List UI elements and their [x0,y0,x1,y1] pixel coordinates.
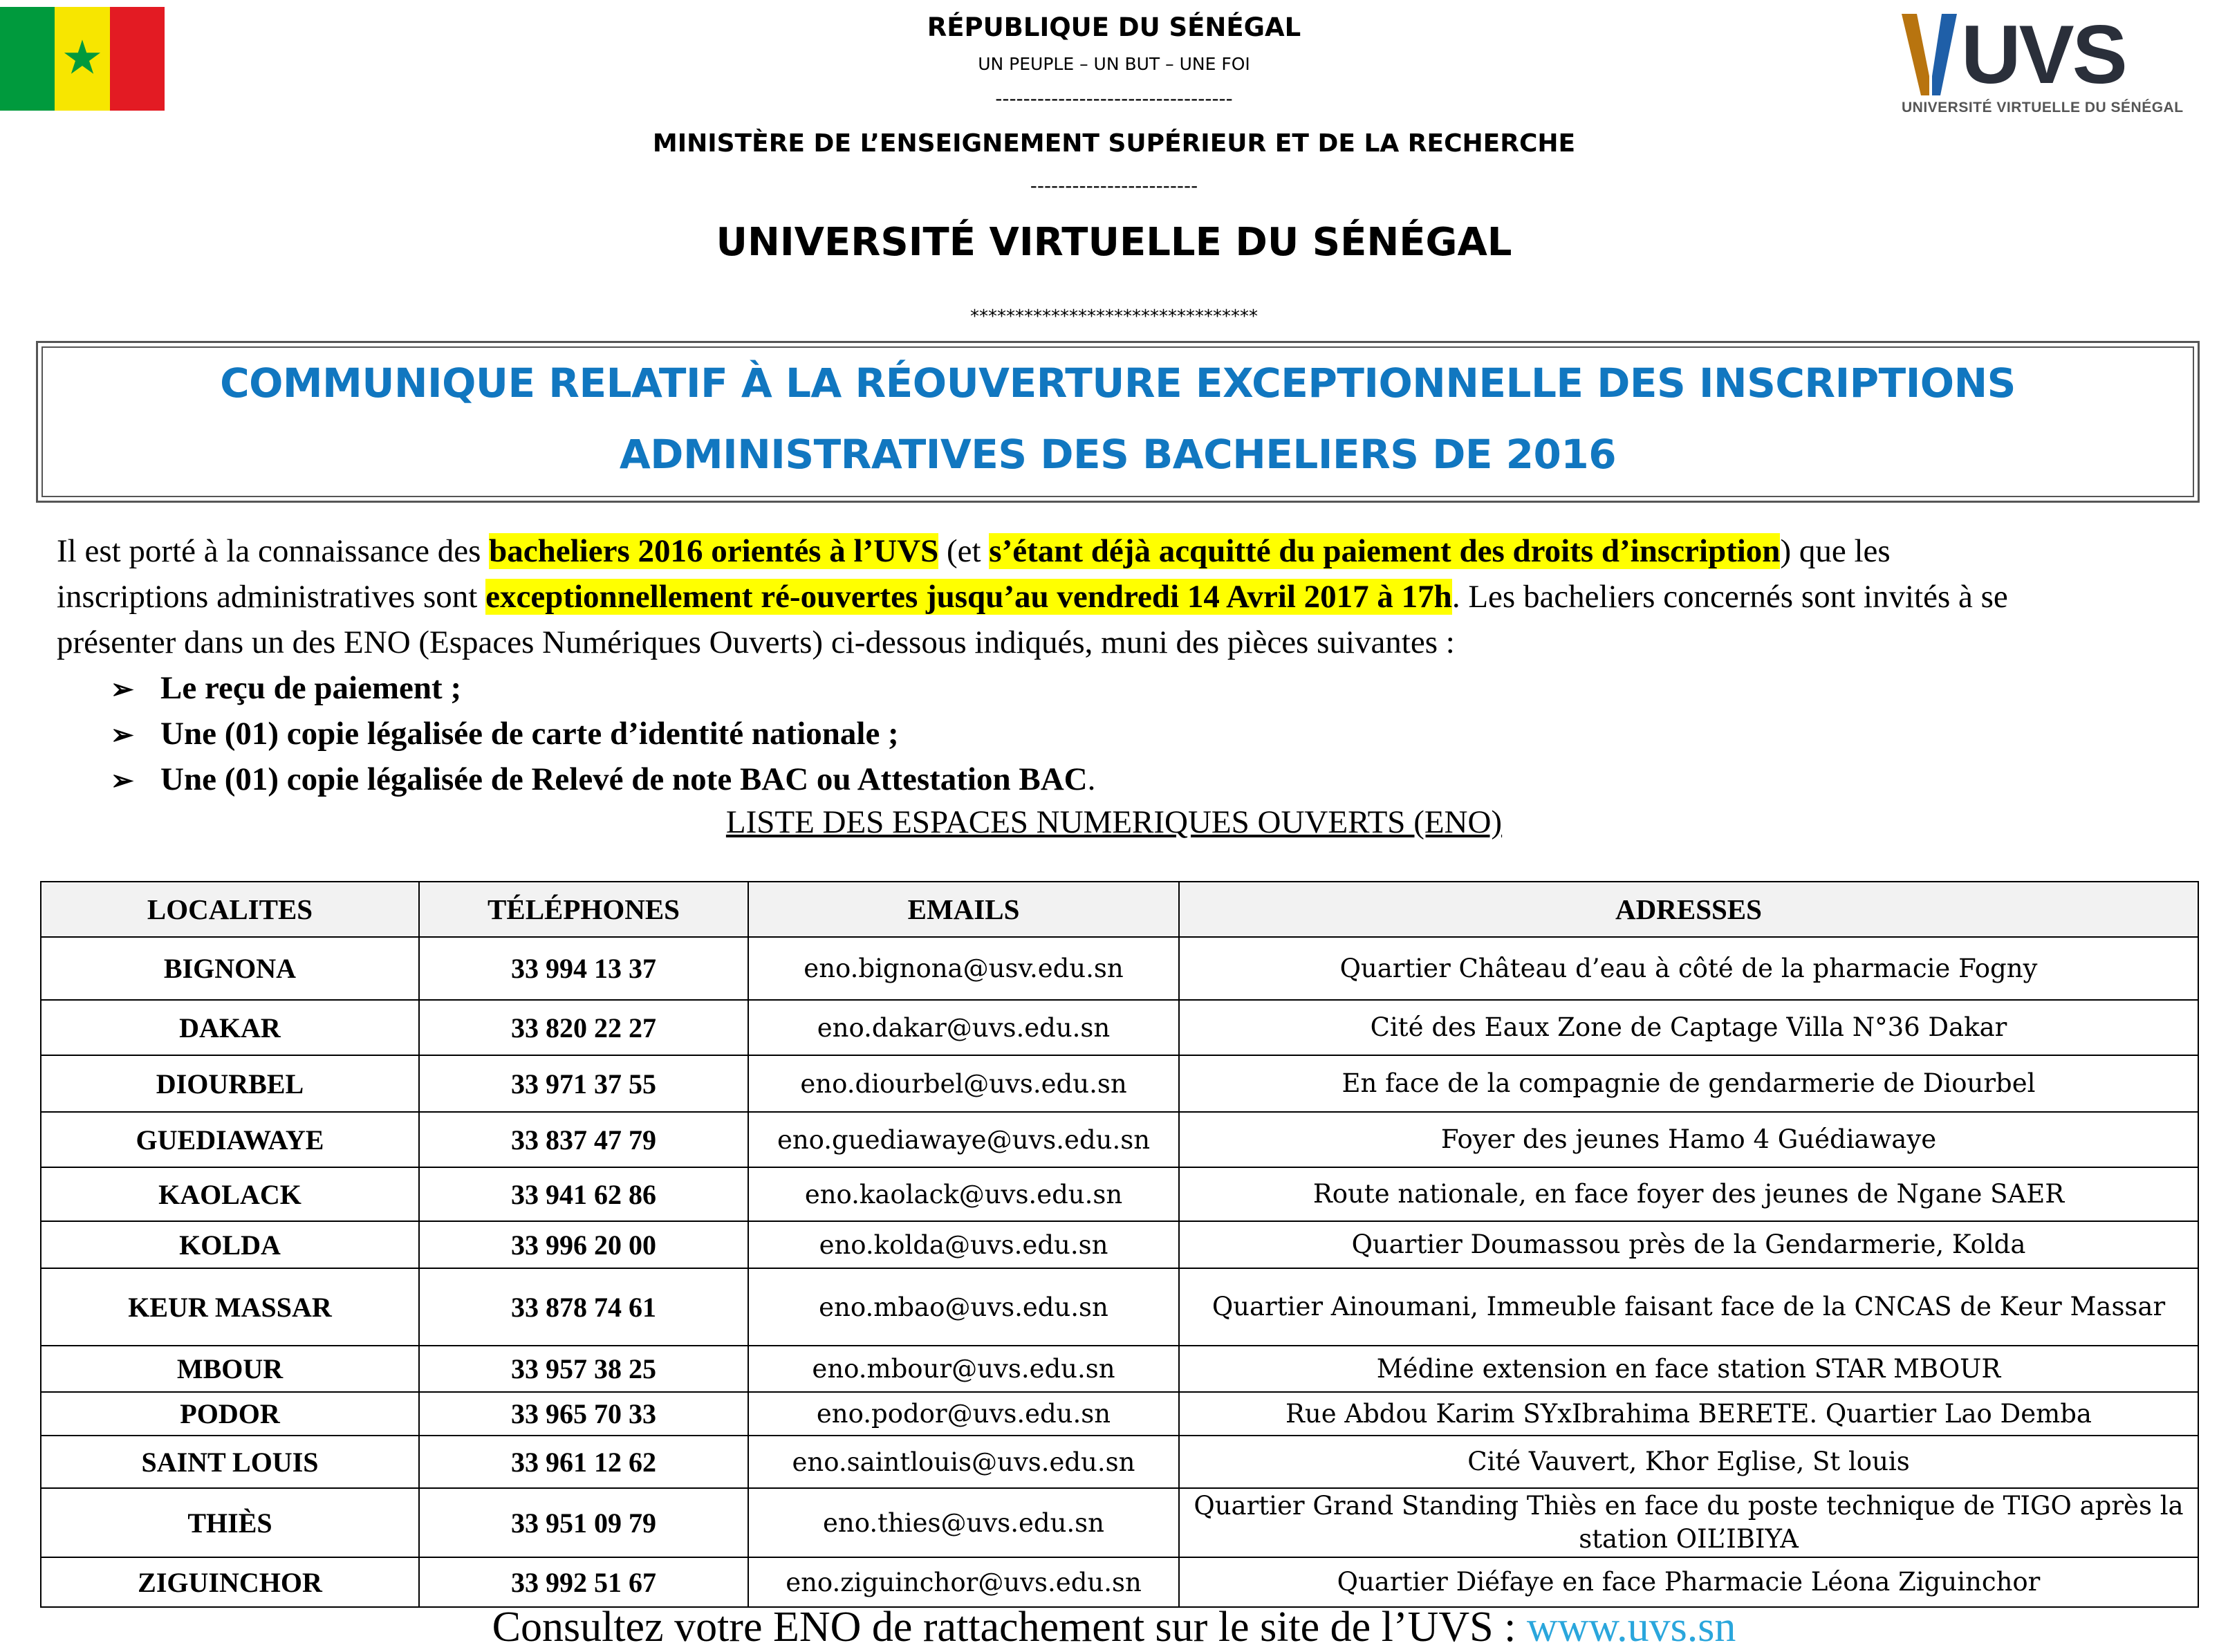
logo-text: UVS [1961,8,2126,101]
document-label: Une (01) copie légalisée de carte d’identité nationale ; [160,716,899,752]
ministry-heading: MINISTÈRE DE L’ENSEIGNEMENT SUPÉRIEUR ET DE LA RECHERCHE [652,129,1576,158]
cell-locality: DAKAR [41,1000,419,1055]
column-header-adresses: ADRESSES [1179,882,2198,937]
cell-address: Quartier Château d’eau à côté de la pharmacie Fogny [1179,937,2198,1000]
cell-address: Cité des Eaux Zone de Captage Villa N°36 Dakar [1179,1000,2198,1055]
cell-locality: DIOURBEL [41,1055,419,1112]
highlighted-text: s’étant déjà acquitté du paiement des droits d’inscription [989,533,1781,569]
table-row [41,1436,2198,1488]
cell-email: eno.thies@uvs.edu.sn [748,1488,1179,1557]
cell-phone: 33 994 13 37 [419,937,748,1000]
communique-title-box [36,341,2200,503]
cell-address: Rue Abdou Karim SYxIbrahima BERETE. Quartier Lao Demba [1179,1392,2198,1436]
table-header-row [41,882,2198,937]
uvs-logo [1902,8,2184,118]
column-header-telephones: TÉLÉPHONES [419,882,748,937]
table-row [41,1488,2198,1557]
eno-table [40,881,2199,1608]
footer-note [0,1603,2228,1652]
cell-locality: GUEDIAWAYE [41,1112,419,1167]
period: . [1087,761,1096,797]
column-header-localites: LOCALITES [41,882,419,937]
star-separator: ******************************** [970,306,1258,327]
arrow-bullet-icon: ➢ [111,719,134,750]
cell-phone: 33 996 20 00 [419,1221,748,1268]
cell-locality: ZIGUINCHOR [41,1557,419,1607]
cell-phone: 33 971 37 55 [419,1055,748,1112]
cell-address: Quartier Diéfaye en face Pharmacie Léona Ziguinchor [1179,1557,2198,1607]
announcement-line1 [57,528,2200,574]
republic-heading: RÉPUBLIQUE DU SÉNÉGAL [927,12,1301,42]
cell-phone: 33 941 62 86 [419,1167,748,1221]
cell-phone: 33 957 38 25 [419,1346,748,1392]
cell-locality: MBOUR [41,1346,419,1392]
cell-address: Quartier Grand Standing Thiès en face du poste technique de TIGO après la station OIL’IBIYA [1179,1488,2198,1557]
column-header-emails: EMAILS [748,882,1179,937]
star-icon: ★ [61,31,104,84]
table-row [41,1392,2198,1436]
document-label: Une (01) copie légalisée de Relevé de note BAC ou Attestation BAC [160,761,1088,797]
arrow-bullet-icon: ➢ [111,765,134,796]
cell-phone: 33 878 74 61 [419,1268,748,1346]
separator-line: ------------------------ [1030,174,1198,197]
cell-locality: SAINT LOUIS [41,1436,419,1488]
table-row [41,1000,2198,1055]
required-document-item [111,757,1095,804]
cell-email: eno.kaolack@uvs.edu.sn [748,1167,1179,1221]
national-motto: UN PEUPLE – UN BUT – UNE FOI [978,54,1250,74]
arrow-bullet-icon: ➢ [111,674,134,705]
table-row [41,1167,2198,1221]
communique-title-line1: COMMUNIQUE RELATIF À LA RÉOUVERTURE EXCEPTIONNELLE DES INSCRIPTIONS [220,360,2016,407]
cell-locality: KEUR MASSAR [41,1268,419,1346]
cell-email: eno.mbour@uvs.edu.sn [748,1346,1179,1392]
cell-phone: 33 820 22 27 [419,1000,748,1055]
announcement-line3: présenter dans un des ENO (Espaces Numériques Ouverts) ci-dessous indiqués, muni des pièces suivantes : [57,624,1455,660]
table-row [41,1221,2198,1268]
cell-phone: 33 992 51 67 [419,1557,748,1607]
cell-phone: 33 837 47 79 [419,1112,748,1167]
uvs-logo-mark-icon [1902,14,1957,95]
table-row [41,1112,2198,1167]
document-label: Le reçu de paiement ; [160,670,462,706]
cell-locality: THIÈS [41,1488,419,1557]
cell-address: Route nationale, en face foyer des jeunes de Ngane SAER [1179,1167,2198,1221]
cell-email: eno.diourbel@uvs.edu.sn [748,1055,1179,1112]
communique-title-line2: ADMINISTRATIVES DES BACHELIERS DE 2016 [619,431,1617,478]
cell-phone: 33 961 12 62 [419,1436,748,1488]
cell-email: eno.bignona@usv.edu.sn [748,937,1179,1000]
footer-text: Consultez votre ENO de rattachement sur le site de l’UVS : [492,1604,1527,1651]
cell-email: eno.ziguinchor@uvs.edu.sn [748,1557,1179,1607]
cell-phone: 33 951 09 79 [419,1488,748,1557]
cell-email: eno.dakar@uvs.edu.sn [748,1000,1179,1055]
text-segment: . Les bacheliers concernés sont invités à se [1451,579,2008,615]
cell-address: En face de la compagnie de gendarmerie de Diourbel [1179,1055,2198,1112]
uvs-website-link[interactable]: www.uvs.sn [1526,1604,1736,1651]
required-document-item [111,665,461,712]
table-row [41,1268,2198,1346]
text-segment: Il est porté à la connaissance des [57,533,490,569]
required-document-item [111,711,899,758]
university-heading: UNIVERSITÉ VIRTUELLE DU SÉNÉGAL [716,220,1512,265]
text-segment: inscriptions administratives sont [57,579,486,615]
cell-email: eno.kolda@uvs.edu.sn [748,1221,1179,1268]
text-segment: ) que les [1780,533,1891,569]
cell-address: Cité Vauvert, Khor Eglise, St louis [1179,1436,2198,1488]
cell-address: Quartier Ainoumani, Immeuble faisant face de la CNCAS de Keur Massar [1179,1268,2198,1346]
separator-line: ---------------------------------- [995,87,1233,110]
cell-locality: KOLDA [41,1221,419,1268]
cell-phone: 33 965 70 33 [419,1392,748,1436]
cell-address: Foyer des jeunes Hamo 4 Guédiawaye [1179,1112,2198,1167]
table-row [41,1557,2198,1607]
cell-email: eno.podor@uvs.edu.sn [748,1392,1179,1436]
highlighted-text: bacheliers 2016 orientés à l’UVS [489,533,939,569]
cell-locality: PODOR [41,1392,419,1436]
table-row [41,1346,2198,1392]
cell-address: Quartier Doumassou près de la Gendarmerie, Kolda [1179,1221,2198,1268]
eno-list-title: LISTE DES ESPACES NUMERIQUES OUVERTS (ENO) [725,804,1503,840]
logo-tagline: UNIVERSITÉ VIRTUELLE DU SÉNÉGAL [1902,100,2184,115]
cell-email: eno.guediawaye@uvs.edu.sn [748,1112,1179,1167]
cell-email: eno.saintlouis@uvs.edu.sn [748,1436,1179,1488]
cell-email: eno.mbao@uvs.edu.sn [748,1268,1179,1346]
text-segment: (et [938,533,990,569]
highlighted-deadline: exceptionnellement ré-ouvertes jusqu’au vendredi 14 Avril 2017 à 17h [485,579,1452,615]
table-row [41,937,2198,1000]
cell-address: Médine extension en face station STAR MBOUR [1179,1346,2198,1392]
cell-locality: KAOLACK [41,1167,419,1221]
cell-locality: BIGNONA [41,937,419,1000]
table-row [41,1055,2198,1112]
announcement-line2 [57,574,2200,620]
